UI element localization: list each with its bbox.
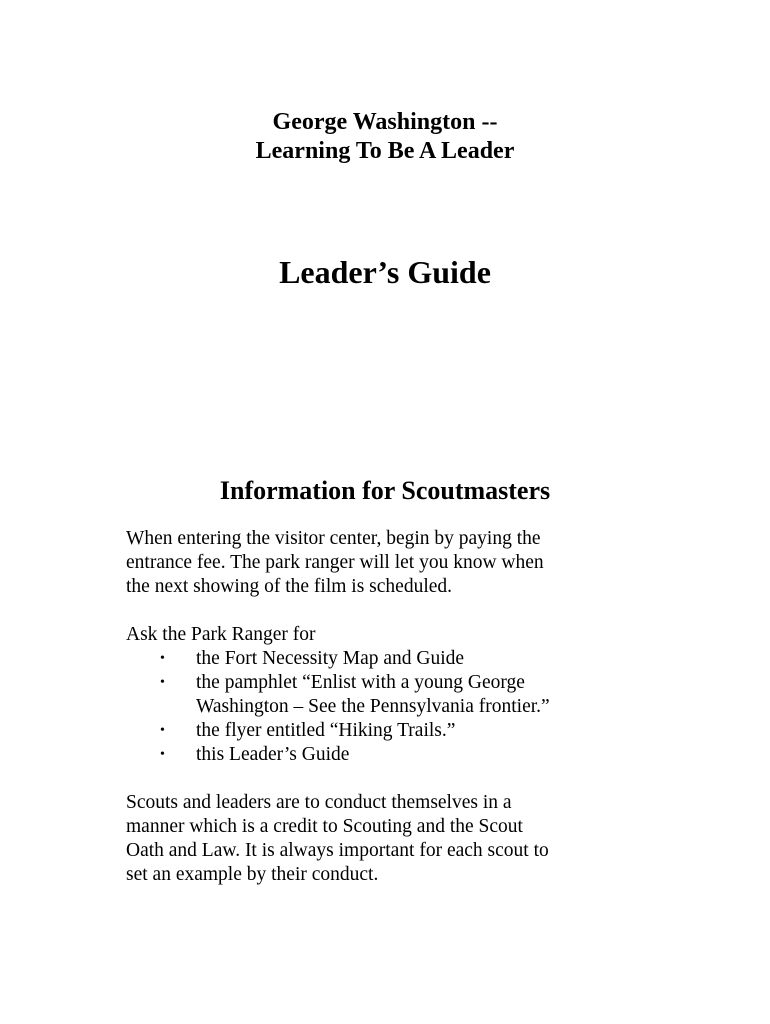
list-item-text-cont: Washington – See the Pennsylvania frontier.”	[196, 696, 550, 717]
section-heading: Information for Scoutmasters	[219, 476, 551, 505]
conduct-paragraph	[126, 791, 666, 887]
conduct-line-4: set an example by their conduct.	[126, 864, 379, 885]
bullet-icon: •	[160, 675, 165, 690]
document-title	[0, 108, 770, 166]
intro-line-1: When entering the visitor center, begin by paying the	[126, 528, 541, 549]
intro-line-2: entrance fee. The park ranger will let you know when	[126, 552, 544, 573]
intro-paragraph	[126, 527, 666, 599]
document-body	[126, 527, 666, 887]
list-item-text: the flyer entitled “Hiking Trails.”	[196, 720, 456, 741]
conduct-line-3: Oath and Law. It is always important for each scout to	[126, 840, 549, 861]
list-intro: Ask the Park Ranger for	[126, 624, 316, 645]
conduct-line-1: Scouts and leaders are to conduct themselves in a	[126, 792, 512, 813]
list-item	[126, 743, 666, 767]
conduct-line-2: manner which is a credit to Scouting and the Scout	[126, 816, 523, 837]
bullet-icon: •	[160, 723, 165, 738]
list-item-text: this Leader’s Guide	[196, 744, 350, 765]
list-item-text: the pamphlet “Enlist with a young George	[196, 672, 525, 693]
title-line-1: George Washington --	[272, 109, 498, 135]
bullet-icon: •	[160, 747, 165, 762]
title-line-2: Learning To Be A Leader	[255, 138, 515, 164]
ranger-items-list	[126, 647, 666, 767]
intro-line-3: the next showing of the film is scheduled.	[126, 576, 453, 597]
bullet-icon: •	[160, 651, 165, 666]
list-item	[126, 719, 666, 743]
list-item	[126, 671, 666, 719]
list-item-text: the Fort Necessity Map and Guide	[196, 648, 465, 669]
guide-title: Leader’s Guide	[279, 254, 491, 290]
list-item	[126, 647, 666, 671]
